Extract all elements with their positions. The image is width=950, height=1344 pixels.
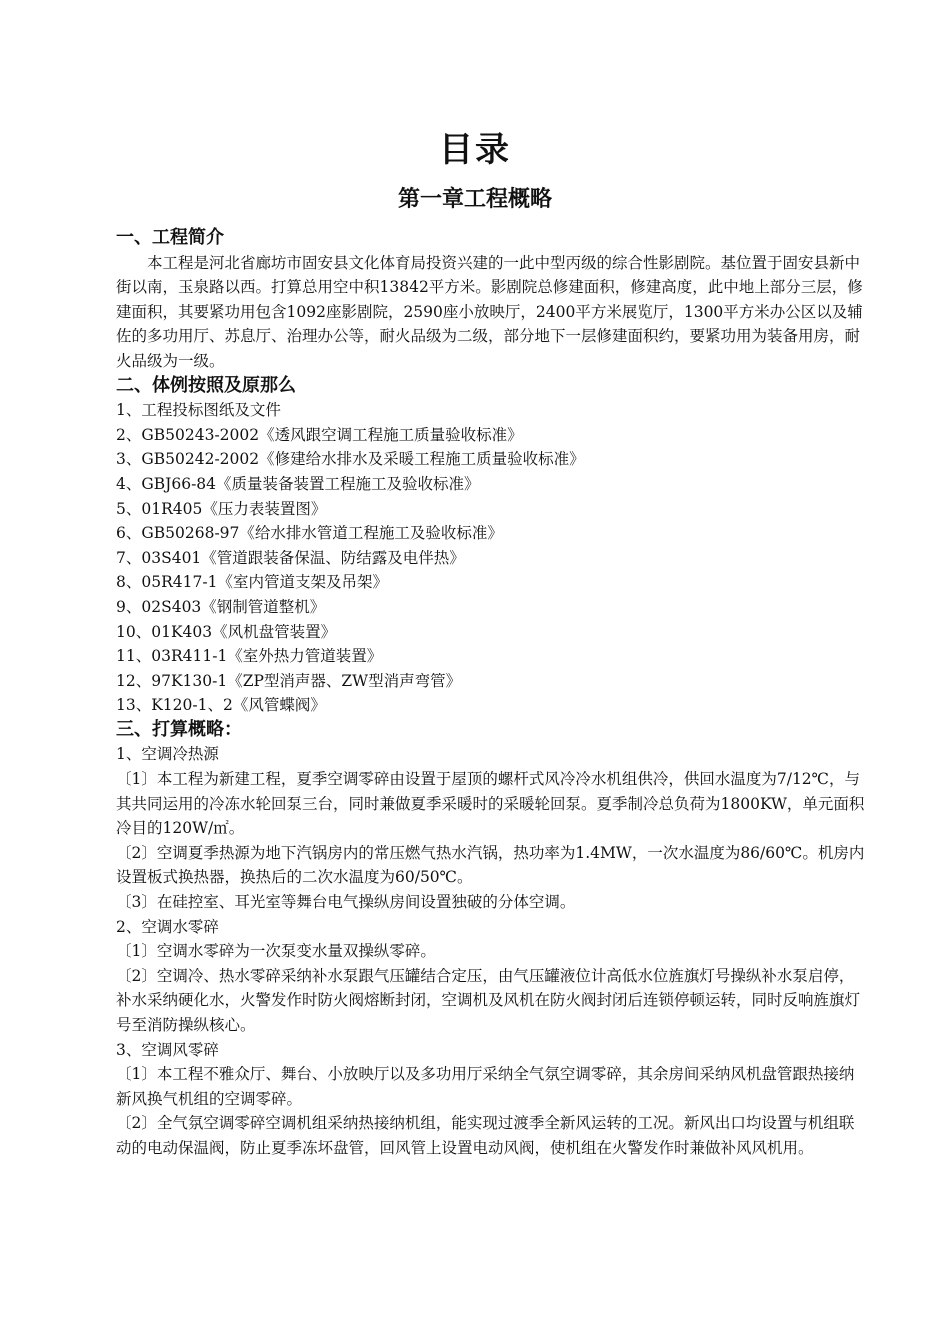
section-heading-design: 三、打算概略： — [116, 718, 242, 740]
subsection-heading-air: 3、空调风零碎 — [116, 1040, 219, 1059]
paragraph-water-1: 〔1〕空调水零碎为一次泵变水量双操纵零碎。 — [116, 942, 436, 961]
list-item: 6、GB50268-97《给水排水管道工程施工及验收标准》 — [116, 524, 503, 543]
overview-paragraph: 本工程是河北省廊坊市固安县文化体育局投资兴建的一此中型丙级的综合性影剧院。基位置于固安县新中街以南，玉泉路以西。打算总用空中积13842平方米。影剧院总修建面积，修建高度，此中地上部分三层，修建面积，其要紧功用包含1092座影剧院，2590座小放映厅，2400平方米展览厅，1300平方米办公区以及辅佐的多功用厅、苏息厅、治理办公等，耐火品级为二级，部分地下一层修建面积约，要紧功用为装备用房，耐火品级为一级。 — [116, 253, 863, 370]
paragraph-source-1: 〔1〕本工程为新建工程，夏季空调零碎由设置于屋顶的螺杆式风冷冷水机组供冷，供回水温度为7/12℃，与其共同运用的冷冻水轮回泵三台，同时兼做夏季采暖时的采暖轮回泵。夏季制冷总负荷为1800KW，单元面积冷目的120W/㎡。 — [116, 770, 865, 838]
list-item: 3、GB50242-2002《修建给水排水及采暖工程施工质量验收标准》 — [116, 450, 585, 469]
paragraph-source-2: 〔2〕空调夏季热源为地下汽锅房内的常压燃气热水汽锅，热功率为1.4MW，一次水温度为86/60℃。机房内设置板式换热器，换热后的二次水温度为60/50℃。 — [116, 843, 865, 887]
list-item: 2、GB50243-2002《透风跟空调工程施工质量验收标准》 — [116, 425, 523, 444]
paragraph-water-2: 〔2〕空调冷、热水零碎采纳补水泵跟气压罐结合定压，由气压罐液位计高低水位旌旗灯号操纵补水泵启停，补水采纳硬化水，火警发作时防火阀熔断封闭，空调机及风机在防火阀封闭后连锁停顿运转，同时反响旌旗灯号至消防操纵核心。 — [116, 966, 861, 1034]
list-item: 5、01R405《压力表装置图》 — [116, 499, 327, 518]
list-item: 9、02S403《钢制管道整机》 — [116, 597, 326, 616]
list-item: 4、GBJ66-84《质量装备装置工程施工及验收标准》 — [116, 474, 480, 493]
list-item: 1、工程投标图纸及文件 — [116, 401, 281, 420]
chapter-title: 第一章工程概略 — [397, 187, 552, 212]
list-item: 7、03S401《管道跟装备保温、防结露及电伴热》 — [116, 548, 465, 567]
standards-list — [116, 398, 868, 718]
document-body — [116, 226, 868, 1161]
subsection-heading-source: 1、空调冷热源 — [116, 745, 219, 764]
list-item: 10、01K403《风机盘管装置》 — [116, 622, 337, 641]
document-title: 目录 — [439, 130, 511, 170]
paragraph-air-1: 〔1〕本工程不雅众厅、舞台、小放映厅以及多功用厅采纳全气氛空调零碎，其余房间采纳风机盘管跟热接纳新风换气机组的空调零碎。 — [116, 1065, 855, 1108]
list-item: 13、K120-1、2《风管蝶阀》 — [116, 696, 326, 715]
paragraph-air-2: 〔2〕全气氛空调零碎空调机组采纳热接纳机组，能实现过渡季全新风运转的工况。新风出口均设置与机组联动的电动保温阀，防止夏季冻坏盘管，回风管上设置电动风阀，使机组在火警发作时兼做补风风机用。 — [116, 1114, 855, 1157]
section-heading-overview: 一、工程简介 — [116, 227, 224, 248]
section-heading-basis: 二、体例按照及原那么 — [116, 374, 296, 396]
paragraph-source-3: 〔3〕在硅控室、耳光室等舞台电气操纵房间设置独破的分体空调。 — [116, 893, 576, 912]
list-item: 11、03R411-1《室外热力管道装置》 — [116, 647, 383, 666]
subsection-heading-water: 2、空调水零碎 — [116, 917, 219, 936]
list-item: 8、05R417-1《室内管道支架及吊架》 — [116, 573, 388, 592]
list-item: 12、97K130-1《ZP型消声器、ZW型消声弯管》 — [116, 671, 462, 690]
